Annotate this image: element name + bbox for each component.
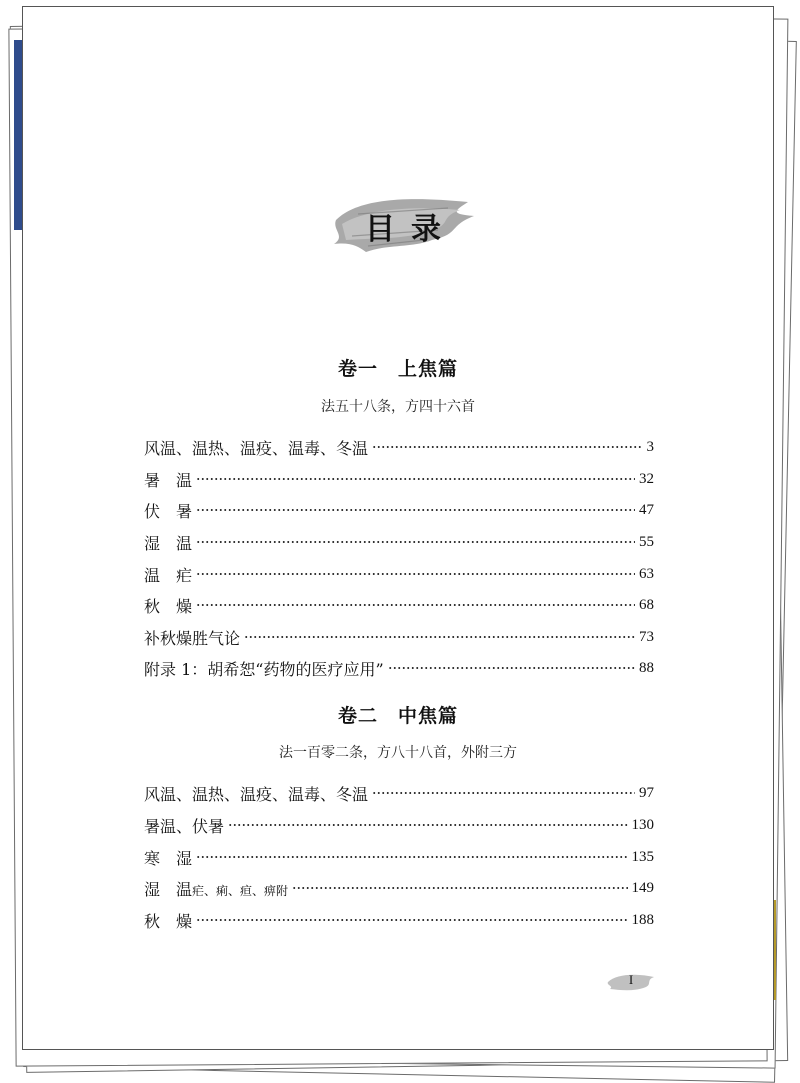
entry-label: 暑 温 (144, 470, 193, 490)
leader-dots (196, 852, 627, 862)
toc-entry[interactable] (144, 593, 654, 617)
entry-label: 补秋燥胜气论 (144, 628, 241, 648)
leader-dots (196, 915, 627, 925)
entry-label-main: 湿 温 (144, 879, 193, 899)
toc-entry[interactable] (144, 813, 654, 837)
entry-label: 秋 燥 (144, 596, 193, 616)
entry-label-note: 疟、痢、疸、痹附 (192, 883, 289, 898)
leader-dots (228, 820, 627, 830)
entry-label: 寒 湿 (144, 848, 193, 868)
page-number: I (628, 972, 634, 987)
entry-page: 68 (639, 596, 654, 613)
entry-label: 温 疟 (144, 565, 193, 585)
toc-entry[interactable] (144, 845, 654, 869)
leader-dots (196, 474, 635, 484)
entry-page: 130 (631, 816, 654, 833)
entry-page: 97 (639, 784, 654, 801)
toc-entry[interactable] (144, 908, 654, 932)
leader-dots (388, 663, 635, 673)
entry-page: 149 (631, 879, 654, 896)
entry-page: 73 (639, 628, 654, 645)
entry-page: 47 (639, 501, 654, 518)
entry-label: 风温、温热、温疫、温毒、冬温 (144, 438, 369, 458)
toc-entry[interactable] (144, 876, 654, 900)
leader-dots (196, 600, 635, 610)
toc-page (22, 6, 774, 1050)
leader-dots (244, 632, 635, 642)
toc-entry[interactable] (144, 530, 654, 554)
toc-entry[interactable] (144, 625, 654, 649)
volume-2-subtitle: 法一百零二条，方八十八首，外附三方 (279, 745, 517, 761)
entry-label: 风温、温热、温疫、温毒、冬温 (144, 784, 369, 804)
toc-entry[interactable] (144, 498, 654, 522)
cover-edge-blue (14, 40, 22, 230)
toc-entry[interactable] (144, 467, 654, 491)
page-number-block (606, 970, 656, 994)
volume-2-title: 卷二 中焦篇 (337, 705, 458, 727)
leader-dots (196, 537, 635, 547)
leader-dots (196, 505, 635, 515)
entry-page: 135 (631, 848, 654, 865)
toc-entry[interactable] (144, 656, 654, 680)
leader-dots (372, 442, 642, 452)
entry-label: 暑温、伏暑 (144, 816, 225, 836)
entry-label: 附录 1：胡希恕“药物的医疗应用” (144, 659, 384, 679)
entry-label: 伏 暑 (144, 501, 193, 521)
volume-1-title: 卷一 上焦篇 (337, 358, 458, 380)
entry-label (144, 877, 288, 900)
entry-page: 3 (646, 438, 654, 455)
leader-dots (292, 883, 627, 893)
toc-entry[interactable] (144, 781, 654, 805)
entry-label: 秋 燥 (144, 911, 193, 931)
leader-dots (372, 788, 635, 798)
toc-entry[interactable] (144, 562, 654, 586)
entry-page: 88 (639, 659, 654, 676)
toc-heading: 目录 (365, 212, 457, 247)
entry-label: 湿 温 (144, 533, 193, 553)
entry-page: 188 (631, 911, 654, 928)
entry-page: 32 (639, 470, 654, 487)
toc-entry[interactable] (144, 435, 654, 459)
entry-page: 55 (639, 533, 654, 550)
toc-heading-block (328, 190, 478, 260)
entry-page: 63 (639, 565, 654, 582)
volume-1-subtitle: 法五十八条，方四十六首 (321, 399, 475, 415)
leader-dots (196, 569, 635, 579)
